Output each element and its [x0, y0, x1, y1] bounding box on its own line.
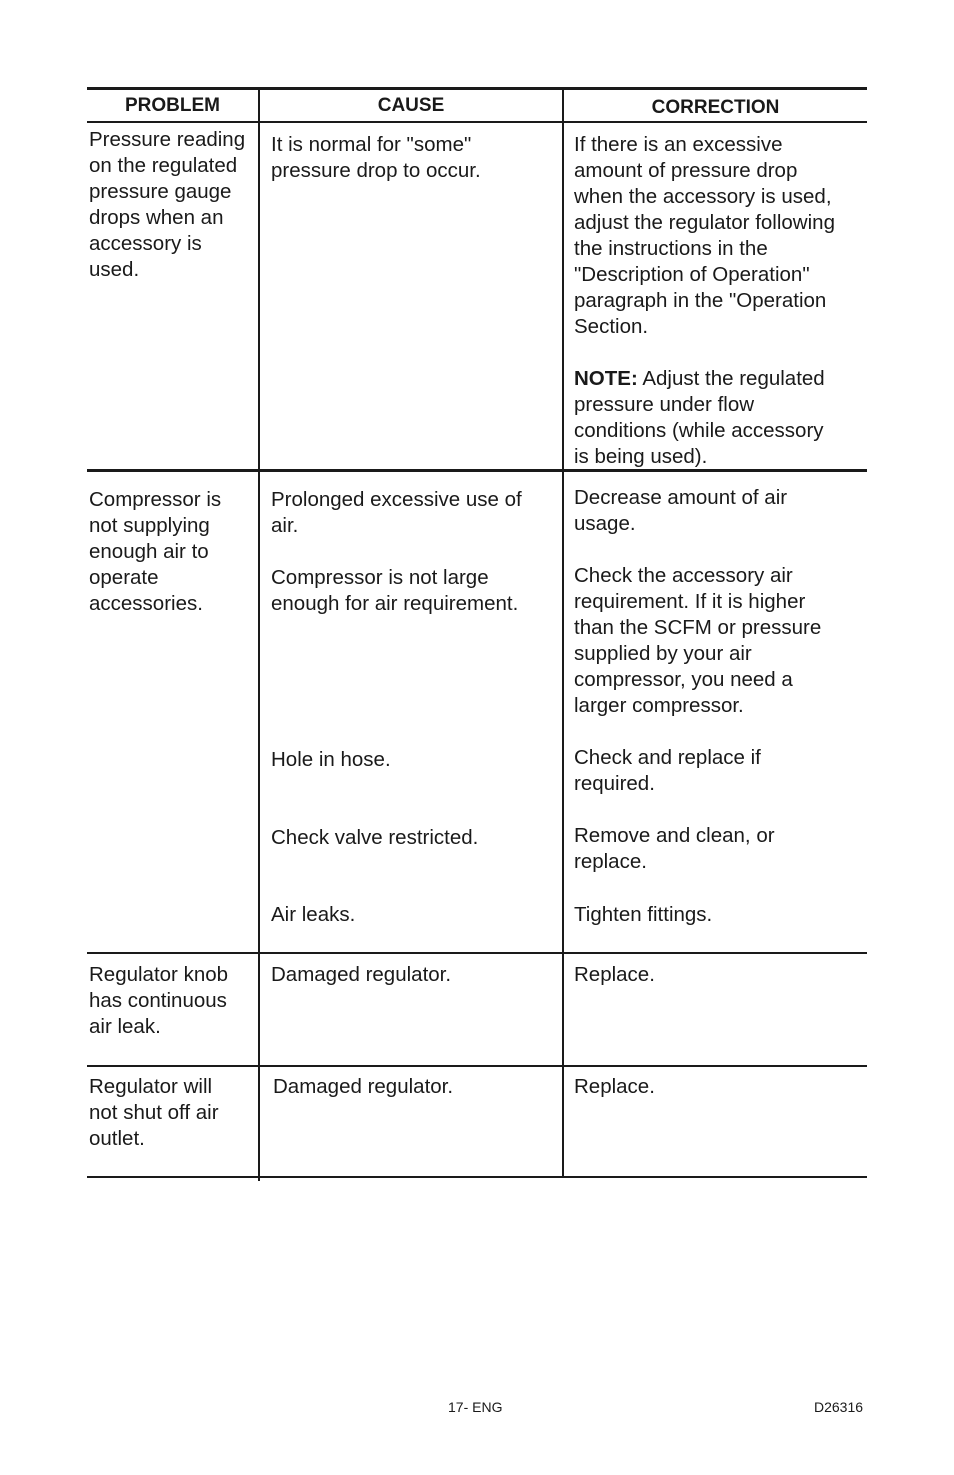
column-divider-1	[258, 87, 260, 1181]
row-2-cause-2: Compressor is not large enough for air requirement.	[271, 566, 519, 615]
row-1-note: NOTE: Adjust the regulated pressure under flow conditions (while accessory is being used).	[574, 367, 825, 468]
row-2-cause-1: Prolonged excessive use of air.	[271, 488, 522, 537]
row-4-correction: Replace.	[574, 1075, 655, 1098]
row-2-cause-5: Air leaks.	[271, 903, 356, 926]
row-2-correction-4: Remove and clean, or replace.	[574, 824, 775, 873]
header-correction: CORRECTION	[651, 97, 780, 118]
header-problem: PROBLEM	[125, 95, 220, 116]
row-3-correction: Replace.	[574, 963, 655, 986]
row-3-cause: Damaged regulator.	[271, 963, 452, 986]
row-2-correction-1: Decrease amount of air usage.	[574, 486, 788, 535]
document-code: D26316	[814, 1399, 864, 1415]
header-cause: CAUSE	[377, 95, 445, 116]
header-bottom-rule	[87, 121, 867, 123]
row-2-correction-3: Check and replace if required.	[574, 746, 761, 795]
page-number: 17- ENG	[448, 1399, 503, 1415]
row-1-cause: It is normal for "some" pressure drop to occur.	[271, 133, 481, 182]
row-4-cause: Damaged regulator.	[273, 1075, 454, 1098]
column-divider-2	[562, 87, 564, 1178]
row-2-bottom-rule	[87, 952, 867, 954]
row-4-problem: Regulator will not shut off air outlet.	[89, 1075, 219, 1150]
row-2-correction-2: Check the accessory air requirement. If it is higher than the SCFM or pressure supplied by your air compressor, you need a larger compressor.	[574, 564, 822, 717]
note-label: NOTE:	[574, 367, 638, 390]
row-3-bottom-rule	[87, 1065, 867, 1067]
table-top-rule	[87, 87, 867, 90]
row-2-correction-5: Tighten fittings.	[574, 903, 713, 926]
row-2-cause-4: Check valve restricted.	[271, 826, 479, 849]
row-2-problem: Compressor is not supplying enough air to operate accessories.	[89, 488, 222, 615]
row-3-problem: Regulator knob has continuous air leak.	[89, 963, 229, 1038]
row-1-problem: Pressure reading on the regulated pressure gauge drops when an accessory is used.	[89, 128, 246, 281]
row-1-correction: If there is an excessive amount of pressure drop when the accessory is used, adjust the regulator following the instructions in the "Description of Operation" paragraph in the "Operation Section.	[574, 133, 835, 338]
row-2-cause-3: Hole in hose.	[271, 748, 391, 771]
table-bottom-rule	[87, 1176, 867, 1178]
